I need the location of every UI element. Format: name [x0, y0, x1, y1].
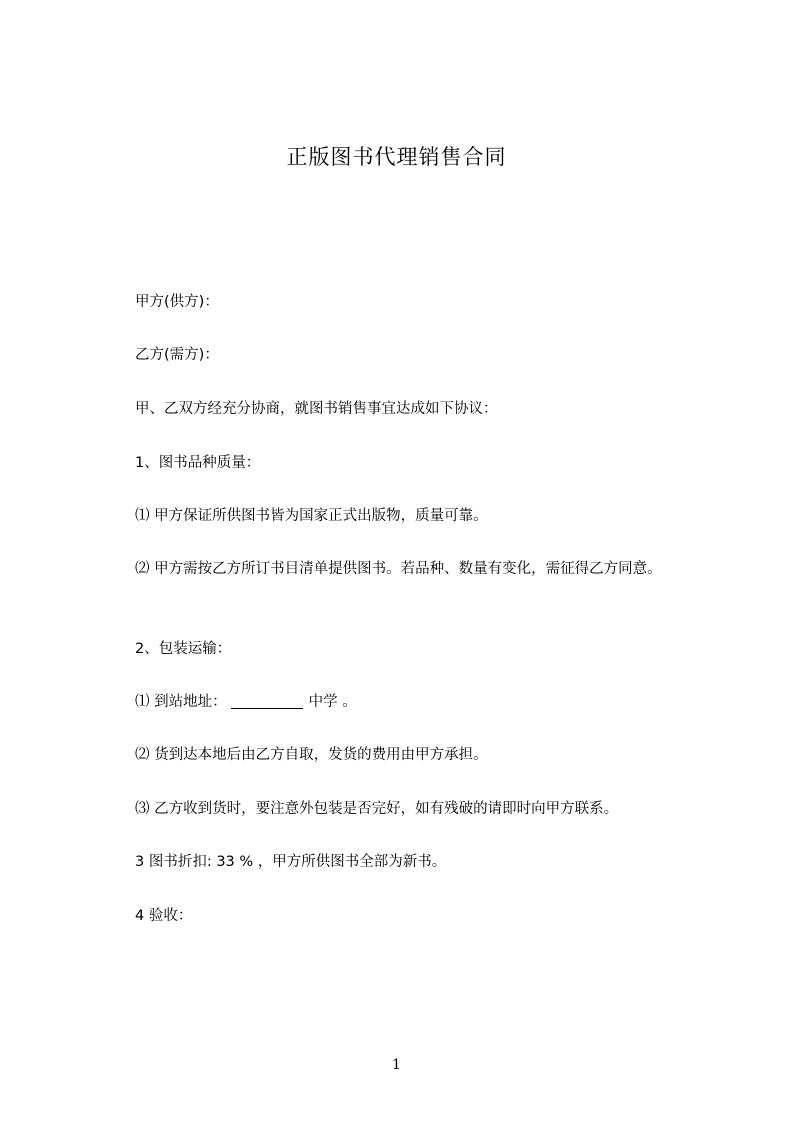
page-number: 1 [392, 1057, 401, 1073]
section1-item1 [103, 503, 723, 529]
section1-item2-text: ⑵ 甲方需按乙方所订书目清单提供图书。若品种、数量有变化，需征得乙方同意。 [135, 561, 662, 577]
section2-heading-text: 2、包装运输： [135, 641, 232, 657]
section2-item1 [103, 689, 723, 715]
party-a-label: 甲方(供方)： [135, 294, 219, 310]
section1-heading-text: 1、图书品种质量： [135, 455, 261, 471]
section1-item2 [103, 556, 707, 582]
section2-item1-suffix: 中学 。 [308, 694, 357, 710]
party-b-line [103, 342, 723, 368]
section2-item2-text: ⑵ 货到达本地后由乙方自取，发货的费用由甲方承担。 [135, 747, 488, 763]
section3-text: 3 图书折扣: 33 % ，甲方所供图书全部为新书。 [135, 854, 447, 870]
page-title: 正版图书代理销售合同 [286, 145, 507, 169]
intro-text: 甲、乙双方经充分协商，就图书销售事宜达成如下协议： [135, 401, 498, 417]
section2-item3-text: ⑶ 乙方收到货时，要注意外包装是否完好，如有残破的请即时向甲方联系。 [135, 801, 619, 817]
section1-item1-text: ⑴ 甲方保证所供图书皆为国家正式出版物，质量可靠。 [135, 508, 488, 524]
section3-paragraph [103, 849, 723, 875]
section2-heading [103, 636, 723, 662]
section2-item1-prefix: ⑴ 到站地址： [135, 694, 227, 710]
intro-paragraph [103, 396, 723, 422]
party-a-line [103, 289, 723, 315]
section2-item3 [103, 796, 723, 822]
party-b-label: 乙方(需方)： [135, 347, 219, 363]
address-blank-line [231, 694, 303, 709]
section4-heading-text: 4 验收： [135, 908, 193, 924]
section2-item2 [103, 742, 723, 768]
section4-heading [103, 903, 723, 929]
section1-heading [103, 450, 723, 476]
